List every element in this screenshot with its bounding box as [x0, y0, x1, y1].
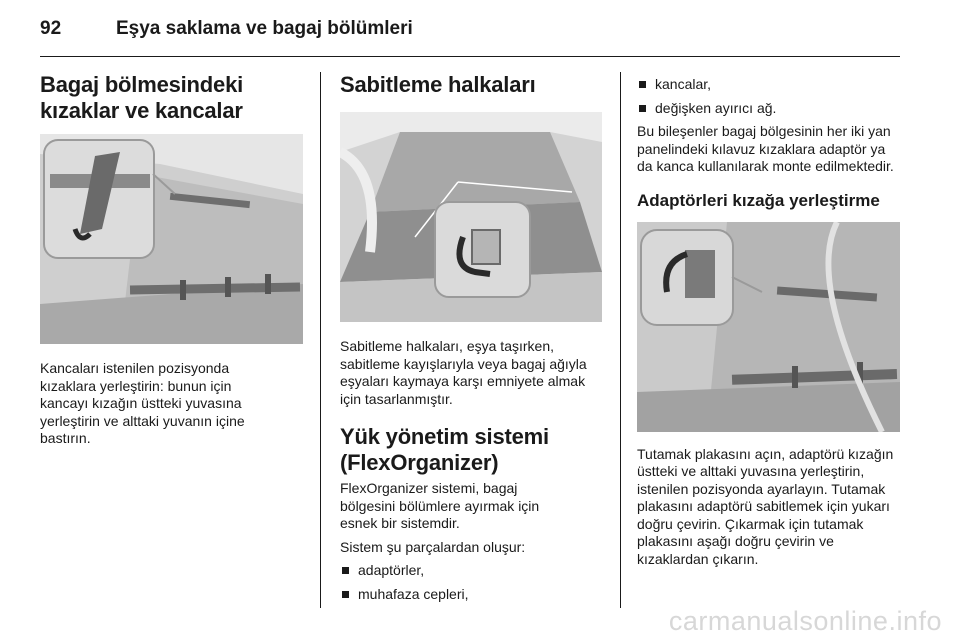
column-2 — [340, 72, 602, 603]
bullet-square-icon — [639, 105, 646, 112]
section-title: Eşya saklama ve bagaj bölümleri — [116, 18, 413, 39]
column-divider-2 — [620, 72, 621, 608]
flexorganizer-heading: Yük yönetim sistemi (FlexOrganizer) — [340, 424, 549, 475]
column-3 — [637, 72, 903, 568]
list-item: adaptörler, — [340, 562, 602, 580]
tie-down-ring-illustration — [340, 112, 602, 322]
page-header — [40, 18, 900, 48]
list-item: muhafaza cepleri, — [340, 586, 602, 604]
trunk-rails-illustration — [40, 134, 303, 344]
page-number: 92 — [40, 18, 62, 39]
tie-down-rings-text: Sabitleme halkaları, eşya taşırken, sabitleme kayışlarıyla veya bagaj ağıyla eşyaları kaymaya karşı emniyete almak için tasarlanmıştır. — [340, 338, 587, 407]
adapter-text: Tutamak plakasını açın, adaptörü kızağın üstteki ve alttaki yuvasına yerleştirin, istenilen pozisyonda ayarlayın. Tutamak plakasını adaptörü sabitlemek için yukarı doğru çevirin. Çıkarmak için tutamak plakasını aşağı doğru çevirin ve kızaklardan çıkarın. — [637, 445, 894, 567]
adapter-heading: Adaptörleri kızağa yerleştirme — [637, 190, 880, 210]
bullet-square-icon — [639, 81, 646, 88]
tie-down-rings-heading: Sabitleme halkaları — [340, 72, 536, 97]
watermark: carmanualsonline.info — [668, 606, 942, 636]
bullet-square-icon — [342, 567, 349, 574]
bullet-square-icon — [342, 591, 349, 598]
flexorganizer-intro: FlexOrganizer sistemi, bagaj bölgesini bölümlere ayırmak için esnek bir sistemdir. — [340, 480, 540, 531]
rails-hooks-text: Kancaları istenilen pozisyonda kızaklara yerleştirin: bunun için kancayı kızağın üstteki yuvasına yerleştirin ve alttaki yuvanın içine bastırın. — [40, 360, 245, 446]
rails-hooks-heading: Bagaj bölmesindeki kızaklar ve kancalar — [40, 72, 244, 123]
list-item: değişken ayırıcı ağ. — [637, 100, 903, 118]
adapter-illustration — [637, 222, 900, 432]
header-divider — [40, 56, 900, 57]
list-item: kancalar, — [637, 76, 903, 94]
column-divider-1 — [320, 72, 321, 608]
column-1 — [40, 72, 304, 448]
flexorganizer-parts-intro: Sistem şu parçalardan oluşur: — [340, 538, 526, 555]
components-text: Bu bileşenler bagaj bölgesinin her iki yan panelindeki kılavuz kızaklara adaptör ya da kanca kullanılarak monte edilmektedir. — [637, 123, 894, 174]
